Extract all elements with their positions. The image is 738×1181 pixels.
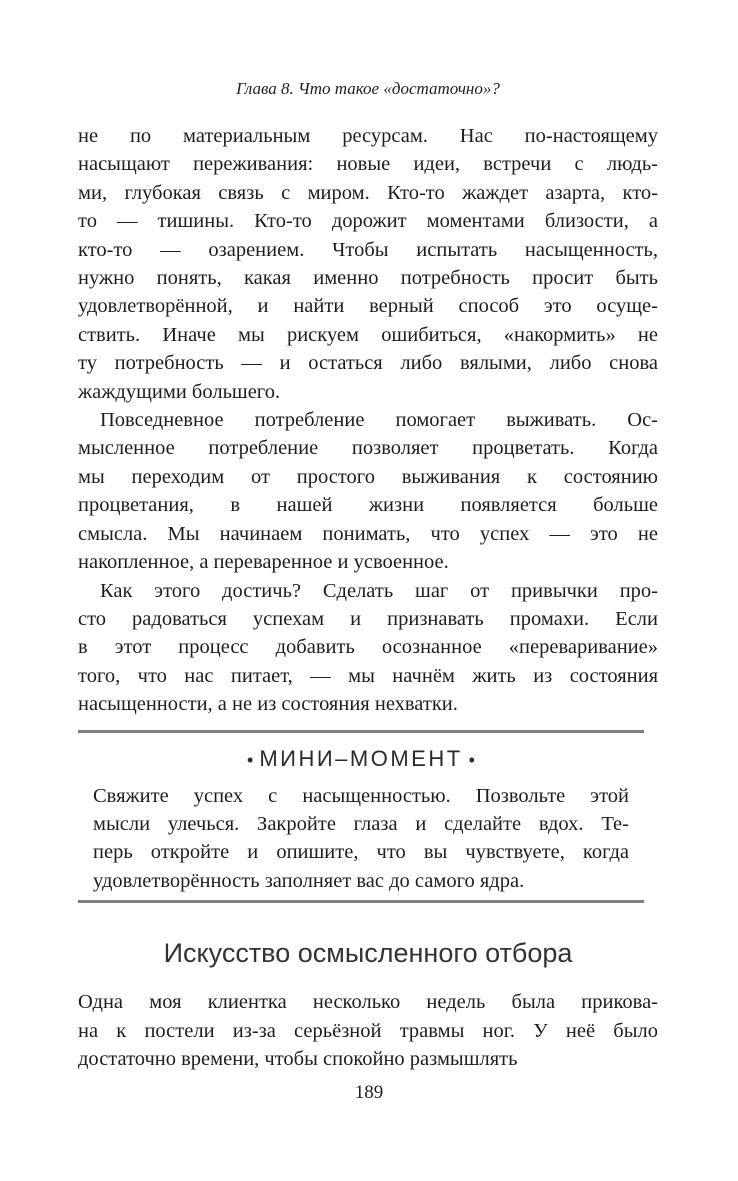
text-line: ствить. Иначе мы рискуем ошибиться, «накормить» не — [78, 323, 658, 346]
text-line: на к постели из-за серьёзной травмы ног. У неё было — [78, 1019, 658, 1042]
text-line: в этот процесс добавить осознанное «переваривание» — [78, 636, 658, 659]
bullet-icon: • — [247, 749, 254, 770]
text-line: сто радоваться успехам и признавать промахи. Если — [78, 607, 658, 630]
text-line: кто-то — озарением. Чтобы испытать насыщенность, — [78, 238, 658, 261]
text-line: перь откройте и опишите, что вы чувствуете, когда — [93, 841, 629, 864]
text-line: насыщенности, а не из состояния нехватки. — [78, 693, 458, 716]
text-line: того, что нас питает, — мы начнём жить из состояния — [78, 664, 658, 687]
mini-moment-title-text: МИНИ–МОМЕНТ — [259, 745, 463, 771]
text-line: удовлетворённой, и найти верный способ это осуще- — [78, 295, 658, 318]
page-number: 189 — [354, 1082, 384, 1103]
text-line: Одна моя клиентка несколько недель была прикова- — [78, 991, 658, 1014]
text-line: накопленное, а переваренное и усвоенное. — [78, 551, 449, 574]
text-line: то — тишины. Кто-то дорожит моментами близости, а — [78, 210, 658, 233]
text-line: ми, глубокая связь с миром. Кто-то жаждет азарта, кто- — [78, 181, 658, 204]
text-line: Повседневное потребление помогает выживать. Ос- — [100, 409, 658, 432]
text-line: нужно понять, какая именно потребность просит быть — [78, 267, 658, 290]
running-head: Глава 8. Что такое «достаточно»? — [236, 79, 500, 98]
text-line: Как этого достичь? Сделать шаг от привычки про- — [100, 579, 658, 602]
text-line: не по материальным ресурсам. Нас по-настоящему — [78, 125, 658, 147]
text-line: Свяжите успех с насыщенностью. Позвольте этой — [93, 784, 629, 807]
text-line: мысленное потребление позволяет процветать. Когда — [78, 437, 658, 460]
paragraph-1 — [78, 122, 658, 406]
text-line: ту потребность — и остаться либо вялыми, либо снова — [78, 352, 658, 375]
body-text — [78, 122, 658, 719]
text-line: мысли улечься. Закройте глаза и сделайте вдох. Те- — [93, 812, 629, 835]
text-line: достаточно времени, чтобы спокойно размышлять — [78, 1047, 518, 1070]
text-line: насыщают переживания: новые идеи, встречи с людь- — [78, 153, 658, 176]
paragraph-4 — [78, 988, 658, 1073]
text-line: мы переходим от простого выживания к состоянию — [78, 465, 658, 488]
paragraph-2 — [78, 406, 658, 576]
text-line: процветания, в нашей жизни появляется больше — [78, 494, 658, 517]
section-heading: Искусство осмысленного отбора — [163, 938, 573, 969]
mini-moment-title — [93, 746, 629, 773]
paragraph-3 — [78, 577, 658, 719]
text-line: удовлетворённость заполняет вас до самого ядра. — [93, 869, 525, 892]
text-line: жаждущими большего. — [78, 380, 281, 403]
bullet-icon: • — [468, 749, 475, 770]
mini-moment-text — [93, 782, 629, 896]
text-line: смысла. Мы начинаем понимать, что успех — это не — [78, 522, 658, 545]
mini-moment-box — [78, 730, 644, 904]
